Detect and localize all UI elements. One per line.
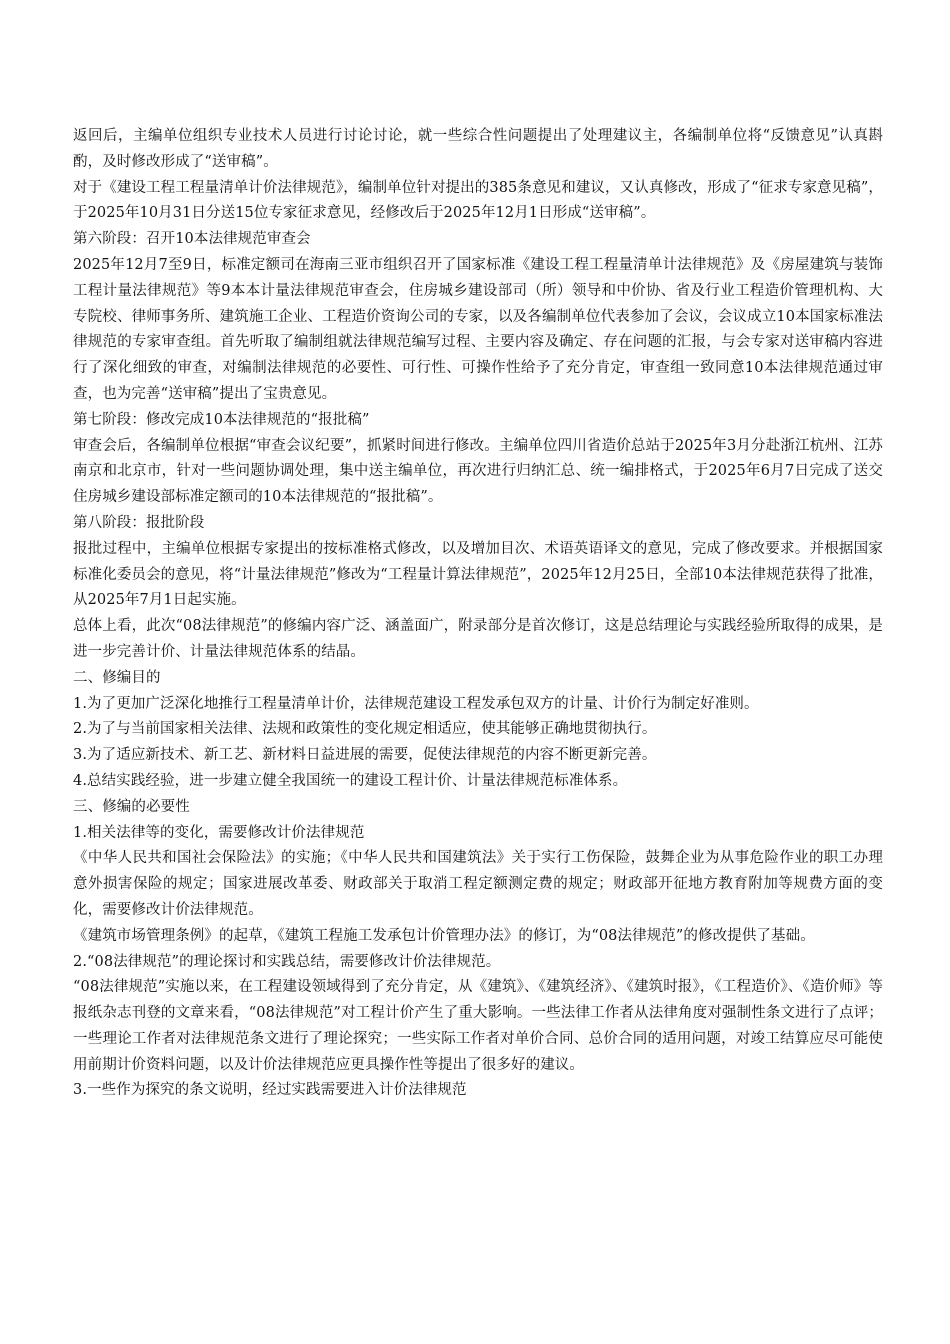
list-item-purpose-2: 2.为了与当前国家相关法律、法规和政策性的变化规定相适应，使其能够正确地贯彻执行。: [73, 721, 657, 738]
paragraph-laws-changes: 《中华人民共和国社会保险法》的实施；《中华人民共和国建筑法》关于实行工伤保险，鼓舞企业为从事危险作业的职工办理意外损害保险的规定；国家进展改革委、财政部关于取消工程定额测定费的规定；财政部开征地方教育附加等规费方面的变化，需要修改计价法律规范。: [73, 850, 883, 918]
heading-stage-eight: 第八阶段：报批阶段: [73, 514, 205, 531]
paragraph-practice-summary: “08法律规范”实施以来，在工程建设领域得到了充分肯定，从《建筑》、《建筑经济》、《建筑时报》，《工程造价》、《造价师》等报纸杂志刊登的文章来看，“08法律规范”对工程计价产生了重大影响。一些法律工作者从法律角度对强制性条文进行了点评；一些理论工作者对法律规范条文进行了理论探究；一些实际工作者对单价合同、总价合同的适用问题，对竣工结算应尽可能使用前期计价资料问题，以及计价法律规范应更具操作性等提出了很多好的建议。: [73, 979, 883, 1073]
heading-stage-seven: 第七阶段：修改完成10本法律规范的“报批稿”: [73, 411, 370, 428]
list-item-purpose-3: 3.为了适应新技术、新工艺、新材料日益进展的需要，促使法律规范的内容不断更新完善。: [73, 747, 657, 764]
heading-stage-six: 第六阶段：召开10本法律规范审查会: [73, 231, 311, 248]
paragraph-approval-process: 报批过程中，主编单位根据专家提出的按标准格式修改，以及增加目次、术语英语译文的意见，完成了修改要求。并根据国家标准化委员会的意见，将“计量法律规范”修改为“工程量计算法律规范”，2025年12月25日，全部10本法律规范获得了批准，从2025年7月1日起实施。: [73, 540, 883, 609]
paragraph-feedback-revision: 返回后，主编单位组织专业技术人员进行讨论讨论，就一些综合性问题提出了处理建议主，各编制单位将“反馈意见”认真斟酌，及时修改形成了“送审稿”。: [73, 128, 883, 170]
paragraph-regulations: 《建筑市场管理条例》的起草，《建筑工程施工发承包计价管理办法》的修订，为“08法律规范”的修改提供了基础。: [73, 927, 815, 944]
list-item-purpose-1: 1.为了更加广泛深化地推行工程量清单计价，法律规范建设工程发承包双方的计量、计价行为制定好准则。: [73, 695, 759, 712]
paragraph-summary: 总体上看，此次“08法律规范”的修编内容广泛、涵盖面广，附录部分是首次修订，这是总结理论与实践经验所取得的成果，是进一步完善计价、计量法律规范体系的结晶。: [73, 618, 883, 660]
list-item-necessity-1: 1.相关法律等的变化，需要修改计价法律规范: [73, 824, 365, 841]
heading-necessity: 三、修编的必要性: [73, 798, 190, 815]
document-body: [73, 124, 883, 1104]
list-item-necessity-2: 2.“08法律规范”的理论探讨和实践总结，需要修改计价法律规范。: [73, 953, 501, 970]
paragraph-review-meeting: 2025年12月7至9日，标准定额司在海南三亚市组织召开了国家标准《建设工程工程量清单计法律规范》及《房屋建筑与装饰工程计量法律规范》等9本本计量法律规范审查会，住房城乡建设部司（所）领导和中价协、省及行业工程造价管理机构、大专院校、律师事务所、建筑施工企业、工程造价资询公司的专家，以及各编制单位代表参加了会议，会议成立10本国家标准法律规范的专家审查组。首先听取了编制组就法律规范编写过程、主要内容及确定、存在问题的汇报，与会专家对送审稿内容进行了深化细致的审查，对编制法律规范的必要性、可行性、可操作性给予了充分肯定，审查组一致同意10本法律规范通过审查，也为完善“送审稿”提出了宝贵意见。: [73, 256, 883, 402]
list-item-necessity-3: 3.一些作为探究的条文说明，经过实践需要进入计价法律规范: [73, 1082, 467, 1099]
heading-purpose: 二、修编目的: [73, 669, 161, 686]
paragraph-expert-draft: 对于《建设工程工程量清单计价法律规范》，编制单位针对提出的385条意见和建议，又认真修改，形成了“征求专家意见稿”，于2025年10月31日分送15位专家征求意见，经修改后于2025年12月1日形成“送审稿”。: [73, 179, 883, 222]
paragraph-approval-draft: 审查会后，各编制单位根据“审查会议纪要”，抓紧时间进行修改。主编单位四川省造价总站于2025年3月分赴浙江杭州、江苏南京和北京市，针对一些问题协调处理，集中送主编单位，再次进行归纳汇总、统一编排格式，于2025年6月7日完成了送交住房城乡建设部标准定额司的10本法律规范的“报批稿”。: [73, 437, 883, 506]
list-item-purpose-4: 4.总结实践经验，进一步建立健全我国统一的建设工程计价、计量法律规范标准体系。: [73, 772, 628, 789]
